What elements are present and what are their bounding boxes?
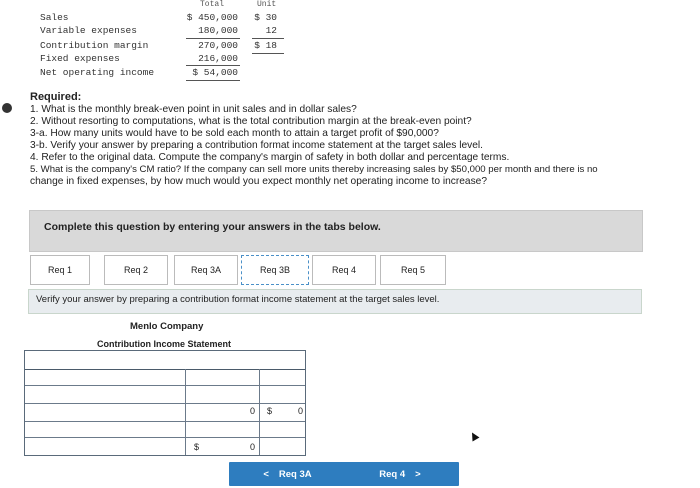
unit-column-header: Unit xyxy=(257,0,277,9)
tab-req-4[interactable]: Req 4 xyxy=(312,255,376,285)
row-4-label-input[interactable] xyxy=(25,421,185,438)
previous-req-3a-button[interactable] xyxy=(229,462,346,486)
required-title: Required: xyxy=(30,91,82,103)
net-operating-income-label: Net operating income xyxy=(40,67,155,78)
mouse-cursor-icon xyxy=(469,431,480,442)
row-5-label-input[interactable] xyxy=(25,437,185,454)
tab-req-5[interactable]: Req 5 xyxy=(380,255,446,285)
fixed-expenses-total: 216,000 xyxy=(198,53,238,64)
row-3-dollar-sign: $ xyxy=(267,406,273,416)
fixed-underline xyxy=(186,65,240,66)
tab-req-3b[interactable]: Req 3B xyxy=(241,255,309,285)
required-item-5: 5. What is the company's CM ratio? If the company can sell more units thereby increasing sales by $50,000 per month and there is no xyxy=(30,164,598,175)
unit-double-underline xyxy=(252,53,284,54)
statement-title: Contribution Income Statement xyxy=(97,339,232,349)
row-5-dollar-sign: $ xyxy=(194,442,200,452)
row-1-total-input[interactable] xyxy=(186,368,258,385)
row-2-total-input[interactable] xyxy=(186,385,258,402)
instruction-bar-text: Verify your answer by preparing a contribution format income statement at the target sales level. xyxy=(36,294,440,305)
instruction-text: Complete this question by entering your answers in the tabs below. xyxy=(44,221,381,233)
required-item-1: 1. What is the monthly break-even point in unit sales and in dollar sales? xyxy=(30,104,357,115)
required-item-4: 4. Refer to the original data. Compute the company's margin of safety in both dollar and percentage terms. xyxy=(30,152,510,163)
row-3-total-value: 0 xyxy=(250,406,256,416)
chevron-left-icon: < xyxy=(263,468,269,480)
sales-label: Sales xyxy=(40,12,69,23)
variable-expenses-unit: 12 xyxy=(265,25,277,36)
fixed-expenses-label: Fixed expenses xyxy=(40,53,120,64)
row-1-label-input[interactable] xyxy=(25,368,185,385)
noi-underline xyxy=(186,80,240,81)
row-2-label-input[interactable] xyxy=(25,385,185,402)
required-item-3a: 3-a. How many units would have to be sold each month to attain a target profit of $90,000? xyxy=(30,128,439,139)
info-marker-icon xyxy=(2,103,12,113)
unit-underline xyxy=(252,38,284,39)
tab-req-2[interactable]: Req 2 xyxy=(104,255,168,285)
row-4-total-input[interactable] xyxy=(186,421,258,438)
sales-unit: $ 30 xyxy=(254,12,277,23)
contribution-margin-unit: $ 18 xyxy=(254,40,277,51)
required-item-5-cont: change in fixed expenses, by how much would you expect monthly net operating income to increase? xyxy=(30,176,488,187)
row-3-label-input[interactable] xyxy=(25,403,185,420)
required-item-3b: 3-b. Verify your answer by preparing a contribution format income statement at the target sales level. xyxy=(30,140,484,151)
chevron-right-icon: > xyxy=(415,468,421,480)
variable-expenses-label: Variable expenses xyxy=(40,25,137,36)
variable-expenses-total: 180,000 xyxy=(198,25,238,36)
next-req-4-button[interactable] xyxy=(341,462,459,486)
total-column-header: Total xyxy=(200,0,225,9)
previous-button-label: Req 3A xyxy=(278,468,312,480)
row-3-unit-value: 0 xyxy=(298,406,304,416)
contribution-margin-total: 270,000 xyxy=(198,40,238,51)
required-item-2: 2. Without resorting to computations, what is the total contribution margin at the break-even point? xyxy=(30,116,472,127)
contribution-margin-label: Contribution margin xyxy=(40,40,149,51)
total-underline xyxy=(186,38,240,39)
row-1-unit-input[interactable] xyxy=(260,368,304,385)
net-operating-income-total: $ 54,000 xyxy=(192,67,238,78)
tab-req-1[interactable]: Req 1 xyxy=(30,255,90,285)
company-name: Menlo Company xyxy=(130,321,204,332)
sales-total: $ 450,000 xyxy=(186,12,238,23)
row-5-total-value: 0 xyxy=(250,442,256,452)
tab-req-3a[interactable]: Req 3A xyxy=(174,255,238,285)
row-2-unit-input[interactable] xyxy=(260,385,304,402)
next-button-label: Req 4 xyxy=(379,468,406,480)
